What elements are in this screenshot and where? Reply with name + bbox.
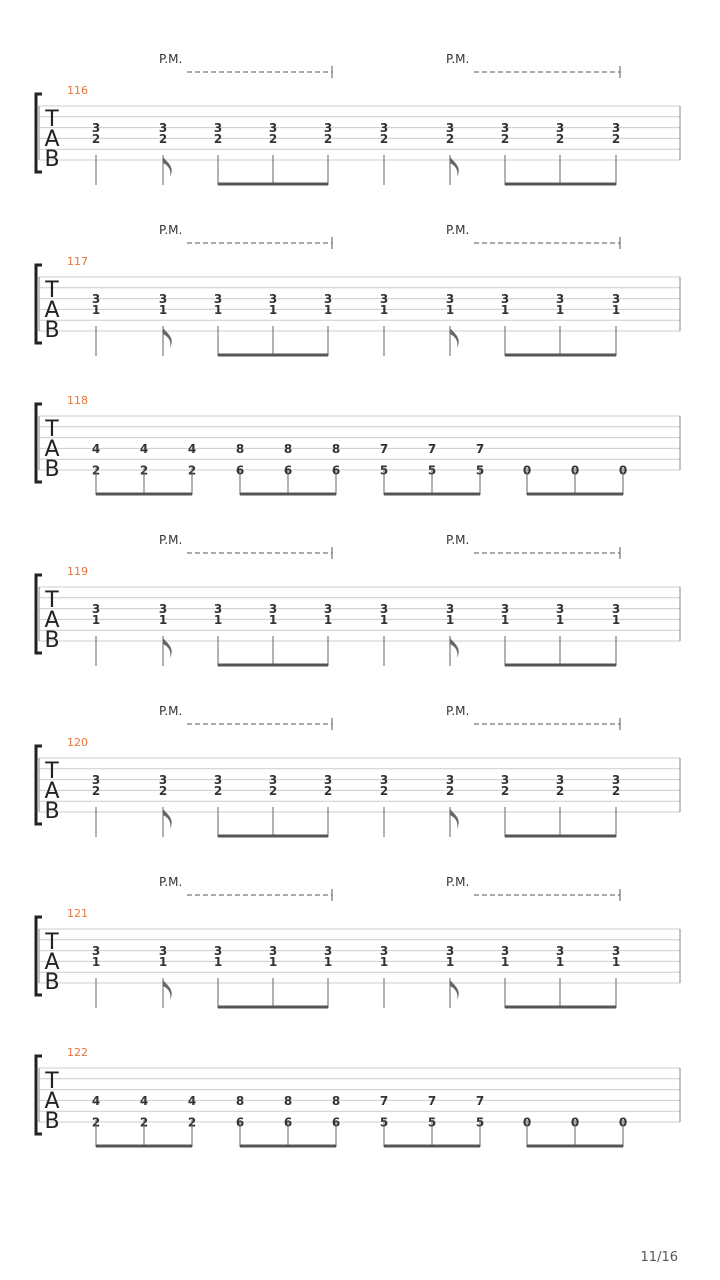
fret-number: 4	[187, 441, 197, 456]
measure-number: 116	[67, 84, 88, 97]
fret-number: 3	[500, 602, 510, 617]
fret-number: 3	[445, 121, 455, 136]
fret-number: 0	[570, 463, 580, 478]
fret-number: 1	[268, 954, 278, 969]
fret-number: 3	[555, 602, 565, 617]
fret-number: 6	[283, 1115, 293, 1130]
fret-number: 2	[379, 131, 389, 146]
palm-mute-label: P.M.	[446, 533, 470, 547]
tab-clef-letter: B	[44, 799, 60, 824]
fret-number: 2	[323, 131, 333, 146]
fret-number: 7	[427, 441, 437, 456]
fret-number: 2	[268, 783, 278, 798]
fret-number: 8	[331, 1093, 341, 1108]
fret-number: 4	[91, 441, 101, 456]
fret-number: 1	[379, 302, 389, 317]
fret-number: 1	[268, 302, 278, 317]
fret-number: 3	[91, 121, 101, 136]
fret-number: 3	[268, 292, 278, 307]
fret-number: 2	[139, 1115, 149, 1130]
palm-mute-label: P.M.	[159, 223, 183, 237]
fret-number: 1	[91, 302, 101, 317]
fret-number: 3	[611, 944, 621, 959]
fret-number: 3	[268, 773, 278, 788]
fret-number: 2	[139, 463, 149, 478]
fret-number: 8	[283, 1093, 293, 1108]
fret-number: 6	[331, 1115, 341, 1130]
fret-number: 1	[611, 302, 621, 317]
fret-number: 3	[213, 944, 223, 959]
fret-number: 3	[611, 773, 621, 788]
fret-number: 5	[427, 1115, 437, 1130]
palm-mute-label: P.M.	[159, 52, 183, 66]
fret-number: 1	[611, 612, 621, 627]
tab-system	[36, 875, 680, 1008]
fret-number: 1	[323, 954, 333, 969]
fret-number: 1	[445, 302, 455, 317]
fret-number: 3	[91, 602, 101, 617]
palm-mute-label: P.M.	[446, 704, 470, 718]
fret-number: 8	[235, 441, 245, 456]
fret-number: 6	[283, 463, 293, 478]
fret-number: 1	[323, 612, 333, 627]
tab-clef-letter: B	[44, 1109, 60, 1134]
tab-clef-letter: T	[45, 759, 59, 784]
tab-clef-letter: A	[44, 298, 60, 323]
fret-number: 2	[500, 131, 510, 146]
fret-number: 1	[158, 954, 168, 969]
palm-mute-label: P.M.	[446, 52, 470, 66]
fret-number: 3	[611, 121, 621, 136]
fret-number: 3	[445, 292, 455, 307]
fret-number: 1	[213, 612, 223, 627]
palm-mute-label: P.M.	[446, 875, 470, 889]
fret-number: 6	[331, 463, 341, 478]
fret-number: 1	[500, 954, 510, 969]
tab-system	[36, 533, 680, 666]
fret-number: 4	[187, 1093, 197, 1108]
fret-number: 3	[213, 602, 223, 617]
tab-clef-letter: B	[44, 970, 60, 995]
palm-mute-label: P.M.	[159, 533, 183, 547]
fret-number: 3	[445, 773, 455, 788]
fret-number: 2	[187, 463, 197, 478]
tab-clef-letter: T	[45, 1069, 59, 1094]
tab-clef-letter: A	[44, 1089, 60, 1114]
fret-number: 0	[522, 463, 532, 478]
tab-clef-letter: T	[45, 278, 59, 303]
fret-number: 2	[445, 783, 455, 798]
fret-number: 7	[475, 1093, 485, 1108]
fret-number: 3	[91, 773, 101, 788]
fret-number: 2	[213, 783, 223, 798]
fret-number: 4	[139, 441, 149, 456]
fret-number: 1	[555, 302, 565, 317]
fret-number: 3	[268, 944, 278, 959]
fret-number: 2	[91, 131, 101, 146]
fret-number: 1	[555, 612, 565, 627]
measure-number: 118	[67, 394, 88, 407]
fret-number: 4	[91, 1093, 101, 1108]
tab-clef-letter: B	[44, 457, 60, 482]
tab-system	[36, 52, 680, 185]
fret-number: 8	[283, 441, 293, 456]
tab-clef-letter: A	[44, 950, 60, 975]
fret-number: 3	[213, 121, 223, 136]
fret-number: 3	[323, 944, 333, 959]
fret-number: 6	[235, 1115, 245, 1130]
fret-number: 1	[445, 612, 455, 627]
fret-number: 3	[555, 121, 565, 136]
tab-clef-letter: T	[45, 930, 59, 955]
fret-number: 1	[213, 954, 223, 969]
fret-number: 0	[522, 1115, 532, 1130]
fret-number: 3	[213, 773, 223, 788]
fret-number: 3	[379, 121, 389, 136]
fret-number: 3	[445, 944, 455, 959]
fret-number: 0	[570, 1115, 580, 1130]
fret-number: 8	[331, 441, 341, 456]
fret-number: 8	[235, 1093, 245, 1108]
measure-number: 117	[67, 255, 88, 268]
fret-number: 0	[618, 1115, 628, 1130]
fret-number: 1	[213, 302, 223, 317]
fret-number: 2	[91, 1115, 101, 1130]
tab-clef-letter: T	[45, 417, 59, 442]
fret-number: 3	[268, 602, 278, 617]
measure-number: 120	[67, 736, 88, 749]
fret-number: 2	[268, 131, 278, 146]
fret-number: 2	[611, 783, 621, 798]
fret-number: 3	[500, 292, 510, 307]
fret-number: 1	[379, 612, 389, 627]
fret-number: 0	[618, 463, 628, 478]
fret-number: 3	[379, 773, 389, 788]
fret-number: 2	[187, 1115, 197, 1130]
fret-number: 5	[379, 1115, 389, 1130]
fret-number: 2	[611, 131, 621, 146]
fret-number: 1	[555, 954, 565, 969]
fret-number: 1	[323, 302, 333, 317]
tab-system	[36, 394, 680, 495]
fret-number: 2	[555, 783, 565, 798]
tab-system	[36, 223, 680, 356]
fret-number: 1	[158, 612, 168, 627]
fret-number: 7	[427, 1093, 437, 1108]
fret-number: 3	[158, 121, 168, 136]
fret-number: 3	[91, 944, 101, 959]
fret-number: 7	[475, 441, 485, 456]
fret-number: 3	[379, 602, 389, 617]
fret-number: 3	[379, 944, 389, 959]
fret-number: 1	[379, 954, 389, 969]
fret-number: 3	[213, 292, 223, 307]
tab-clef-letter: A	[44, 437, 60, 462]
tab-clef-letter: B	[44, 318, 60, 343]
fret-number: 3	[611, 602, 621, 617]
fret-number: 3	[555, 292, 565, 307]
fret-number: 2	[213, 131, 223, 146]
fret-number: 2	[91, 783, 101, 798]
fret-number: 3	[91, 292, 101, 307]
tab-clef-letter: A	[44, 608, 60, 633]
fret-number: 1	[158, 302, 168, 317]
measure-number: 121	[67, 907, 88, 920]
page-number: 11/16	[640, 1250, 678, 1265]
fret-number: 7	[379, 441, 389, 456]
fret-number: 2	[555, 131, 565, 146]
fret-number: 3	[323, 121, 333, 136]
fret-number: 5	[427, 463, 437, 478]
fret-number: 3	[158, 292, 168, 307]
fret-number: 1	[91, 612, 101, 627]
fret-number: 2	[379, 783, 389, 798]
tab-clef-letter: A	[44, 779, 60, 804]
fret-number: 5	[475, 1115, 485, 1130]
fret-number: 6	[235, 463, 245, 478]
fret-number: 2	[91, 463, 101, 478]
fret-number: 1	[91, 954, 101, 969]
fret-number: 3	[555, 773, 565, 788]
fret-number: 1	[500, 302, 510, 317]
tab-clef-letter: B	[44, 147, 60, 172]
fret-number: 3	[555, 944, 565, 959]
fret-number: 7	[379, 1093, 389, 1108]
fret-number: 3	[323, 773, 333, 788]
fret-number: 3	[500, 121, 510, 136]
fret-number: 3	[158, 773, 168, 788]
palm-mute-label: P.M.	[446, 223, 470, 237]
tab-clef-letter: T	[45, 107, 59, 132]
fret-number: 3	[158, 944, 168, 959]
fret-number: 3	[268, 121, 278, 136]
tab-system	[36, 704, 680, 837]
fret-number: 2	[500, 783, 510, 798]
tab-system	[36, 1046, 680, 1147]
fret-number: 3	[379, 292, 389, 307]
fret-number: 1	[611, 954, 621, 969]
fret-number: 3	[323, 602, 333, 617]
fret-number: 1	[445, 954, 455, 969]
palm-mute-label: P.M.	[159, 875, 183, 889]
fret-number: 3	[500, 773, 510, 788]
tab-clef-letter: A	[44, 127, 60, 152]
fret-number: 3	[445, 602, 455, 617]
fret-number: 1	[500, 612, 510, 627]
fret-number: 2	[445, 131, 455, 146]
fret-number: 5	[379, 463, 389, 478]
fret-number: 2	[158, 131, 168, 146]
fret-number: 3	[323, 292, 333, 307]
tab-clef-letter: B	[44, 628, 60, 653]
measure-number: 122	[67, 1046, 88, 1059]
fret-number: 2	[158, 783, 168, 798]
tab-clef-letter: T	[45, 588, 59, 613]
fret-number: 4	[139, 1093, 149, 1108]
fret-number: 3	[158, 602, 168, 617]
fret-number: 3	[611, 292, 621, 307]
fret-number: 1	[268, 612, 278, 627]
fret-number: 5	[475, 463, 485, 478]
palm-mute-label: P.M.	[159, 704, 183, 718]
fret-number: 2	[323, 783, 333, 798]
fret-number: 3	[500, 944, 510, 959]
measure-number: 119	[67, 565, 88, 578]
